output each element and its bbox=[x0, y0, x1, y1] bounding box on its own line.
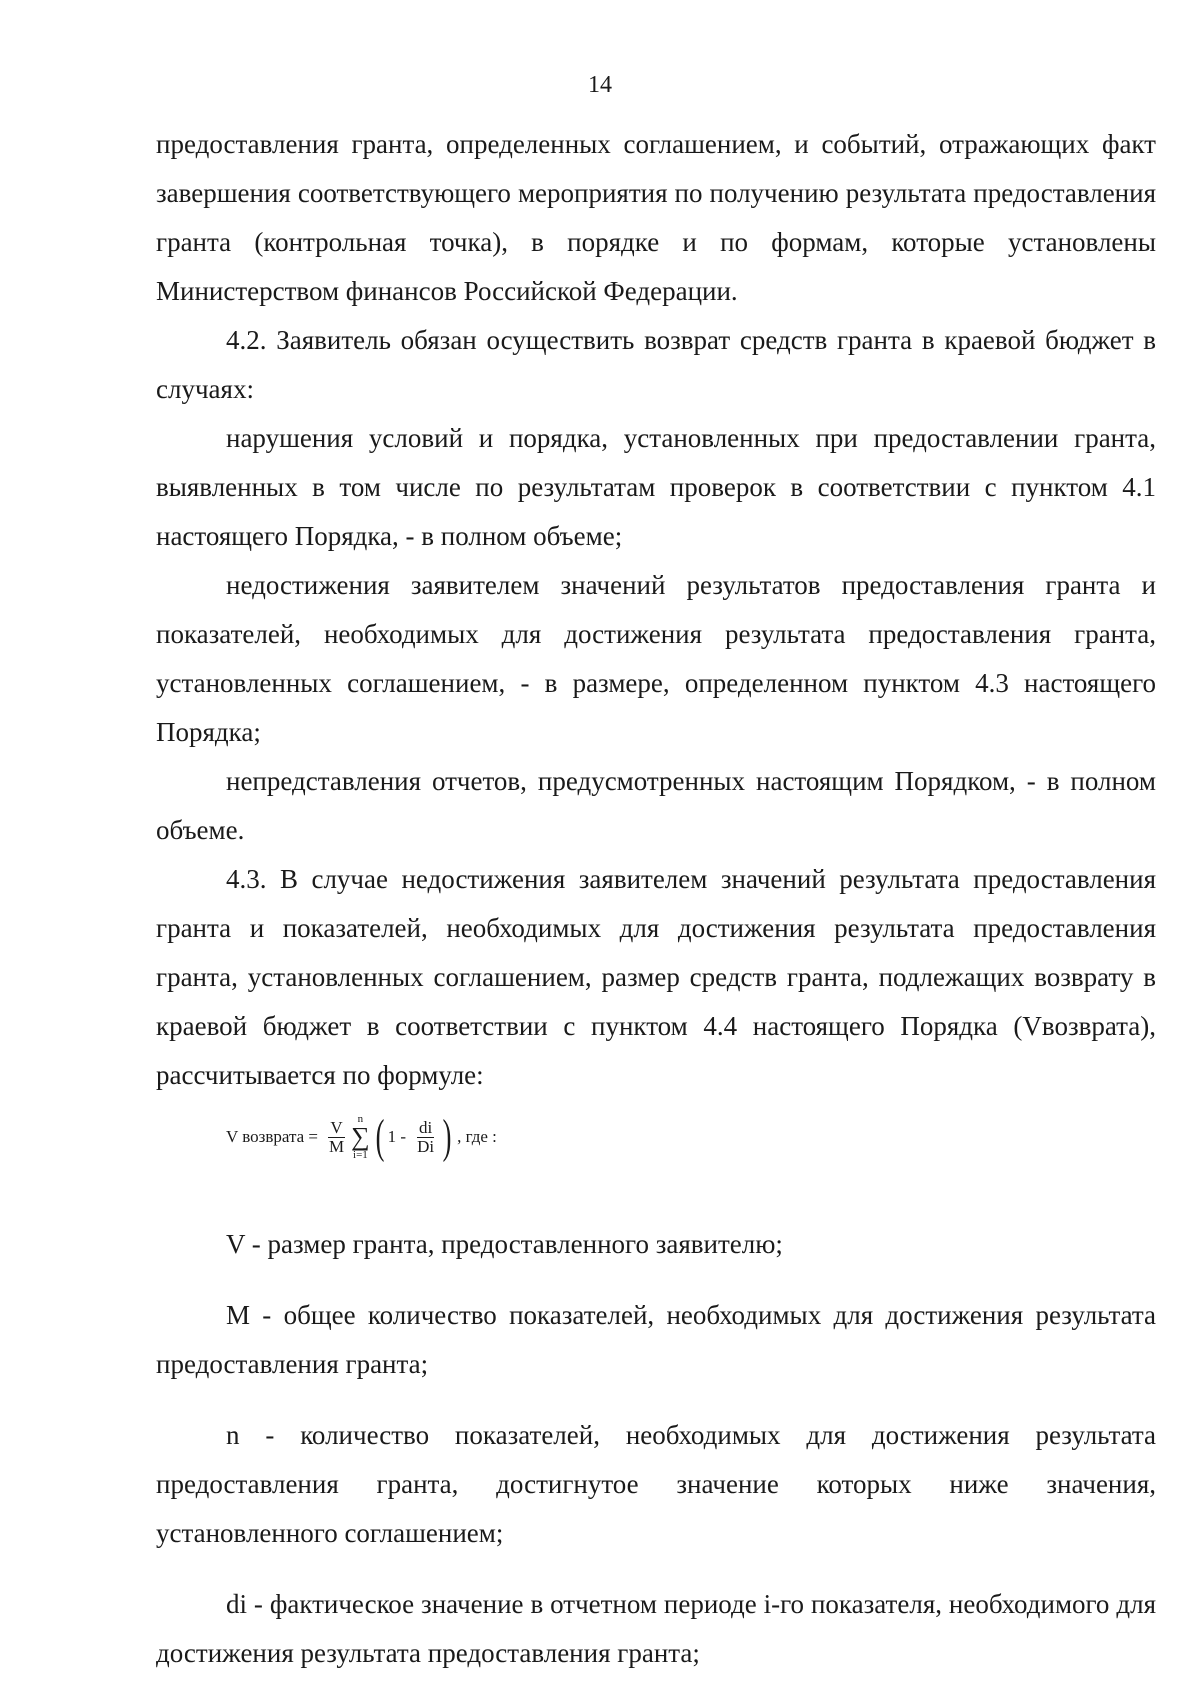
summation-upper-limit: n bbox=[357, 1113, 364, 1125]
definition-m: М - общее количество показателей, необходимых для достижения результата предоставления гранта; bbox=[156, 1300, 1156, 1379]
formula-fraction-di-over-di bbox=[415, 1119, 436, 1156]
formula-denominator-m: M bbox=[329, 1136, 345, 1156]
paragraph-continuation: предоставления гранта, определенных соглашением, и событий, отражающих факт завершения соответствующего мероприятия по получению результата предоставления гранта (контрольная точка), в порядке и по формам, которые установлены Министерством финансов Российской Федерации. bbox=[156, 129, 1156, 306]
definition-di: di - фактическое значение в отчетном периоде i-го показателя, необходимого для достижения результата предоставления гранта; bbox=[156, 1589, 1156, 1668]
formula-lhs: V возврата = bbox=[226, 1127, 318, 1146]
document-body bbox=[156, 120, 1156, 1678]
formula-tail: , где : bbox=[457, 1127, 497, 1146]
paragraph-non-achievement-case: недостижения заявителем значений результатов предоставления гранта и показателей, необходимых для достижения результата предоставления гранта, установленных соглашением, - в размере, определенном пунктом 4.3 настоящего Порядка; bbox=[156, 570, 1156, 747]
page-number: 14 bbox=[588, 72, 612, 98]
formula-close-bracket: ) bbox=[442, 1110, 452, 1163]
paragraph-reports-case: непредставления отчетов, предусмотренных настоящим Порядком, - в полном объеме. bbox=[156, 766, 1156, 845]
formula-fraction-v-over-m bbox=[327, 1119, 346, 1156]
definition-n: n - количество показателей, необходимых для достижения результата предоставления гранта, достигнутое значение которых ниже значения, установленного соглашением; bbox=[156, 1420, 1156, 1548]
paragraph-4-3: 4.3. В случае недостижения заявителем значений результата предоставления гранта и показателей, необходимых для достижения результата предоставления гранта, установленных соглашением, размер средств гранта, подлежащих возврату в краевой бюджет в соответствии с пунктом 4.4 настоящего Порядка (Vвозврата), рассчитывается по формуле: bbox=[156, 864, 1156, 1090]
definition-v: V - размер гранта, предоставленного заявителю; bbox=[226, 1229, 783, 1259]
formula-summation bbox=[351, 1113, 370, 1161]
formula-denominator-di: Di bbox=[417, 1136, 435, 1156]
summation-lower-limit: i=1 bbox=[353, 1149, 368, 1161]
refund-formula bbox=[226, 1104, 1156, 1170]
formula-numerator-di: di bbox=[418, 1117, 433, 1137]
formula-inner-expression bbox=[388, 1119, 439, 1156]
formula-one-minus: 1 - bbox=[387, 1127, 407, 1146]
paragraph-violation-case: нарушения условий и порядка, установленных при предоставлении гранта, выявленных в том числе по результатам проверок в соответствии с пунктом 4.1 настоящего Порядка, - в полном объеме; bbox=[156, 423, 1156, 551]
summation-symbol: ∑ bbox=[351, 1122, 370, 1151]
formula-open-bracket: ( bbox=[375, 1110, 385, 1163]
paragraph-4-2: 4.2. Заявитель обязан осуществить возврат средств гранта в краевой бюджет в случаях: bbox=[156, 325, 1156, 404]
formula-numerator-v: V bbox=[330, 1117, 343, 1137]
